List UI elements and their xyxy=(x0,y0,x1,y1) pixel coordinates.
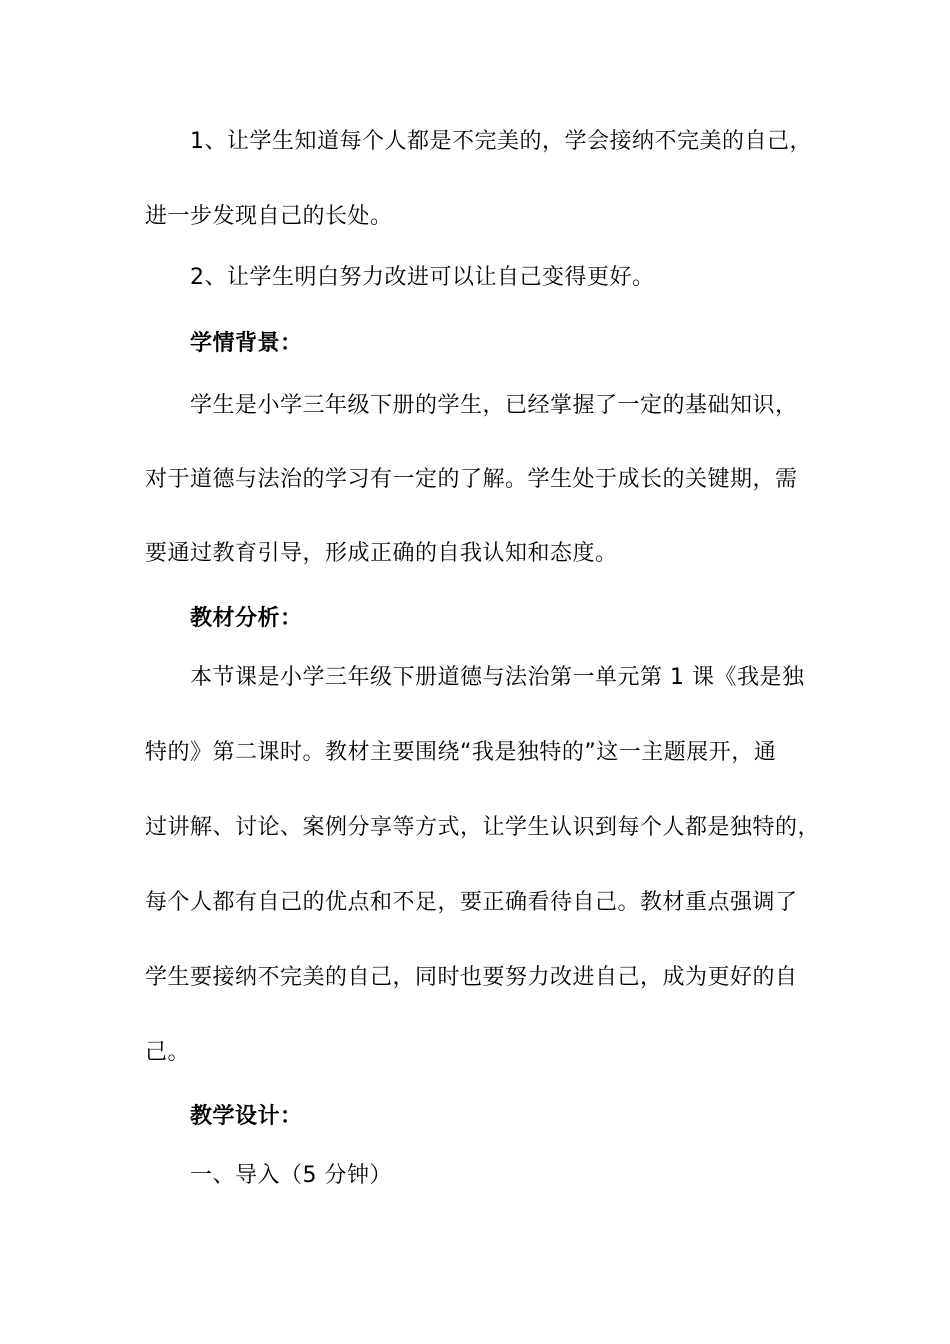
student-background-line-1: 学生是小学三年级下册的学生，已经掌握了一定的基础知识， xyxy=(190,393,798,418)
teaching-design-section-1: 一、导入（5 分钟） xyxy=(190,1163,392,1188)
textbook-analysis-line-2: 特的》第二课时。教材主要围绕“我是独特的”这一主题展开，通 xyxy=(145,740,777,765)
objective-1-line-2: 进一步发现自己的长处。 xyxy=(145,204,393,229)
textbook-analysis-line-1: 本节课是小学三年级下册道德与法治第一单元第 1 课《我是独 xyxy=(190,665,805,690)
textbook-analysis-line-3: 过讲解、讨论、案例分享等方式，让学生认识到每个人都是独特的， xyxy=(145,815,821,840)
textbook-analysis-line-4: 每个人都有自己的优点和不足，要正确看待自己。教材重点强调了 xyxy=(145,890,798,915)
student-background-line-2: 对于道德与法治的学习有一定的了解。学生处于成长的关键期，需 xyxy=(145,467,798,492)
textbook-analysis-line-5: 学生要接纳不完美的自己，同时也要努力改进自己，成为更好的自 xyxy=(145,965,798,990)
textbook-analysis-line-6: 己。 xyxy=(145,1040,191,1065)
student-background-heading: 学情背景： xyxy=(190,331,303,356)
objective-2: 2、让学生明白努力改进可以让自己变得更好。 xyxy=(190,265,655,290)
textbook-analysis-heading: 教材分析： xyxy=(190,606,303,631)
objective-1-line-1: 1、让学生知道每个人都是不完美的，学会接纳不完美的自己， xyxy=(190,129,812,154)
teaching-design-heading: 教学设计： xyxy=(190,1104,303,1129)
student-background-line-3: 要通过教育引导，形成正确的自我认知和态度。 xyxy=(145,541,618,566)
